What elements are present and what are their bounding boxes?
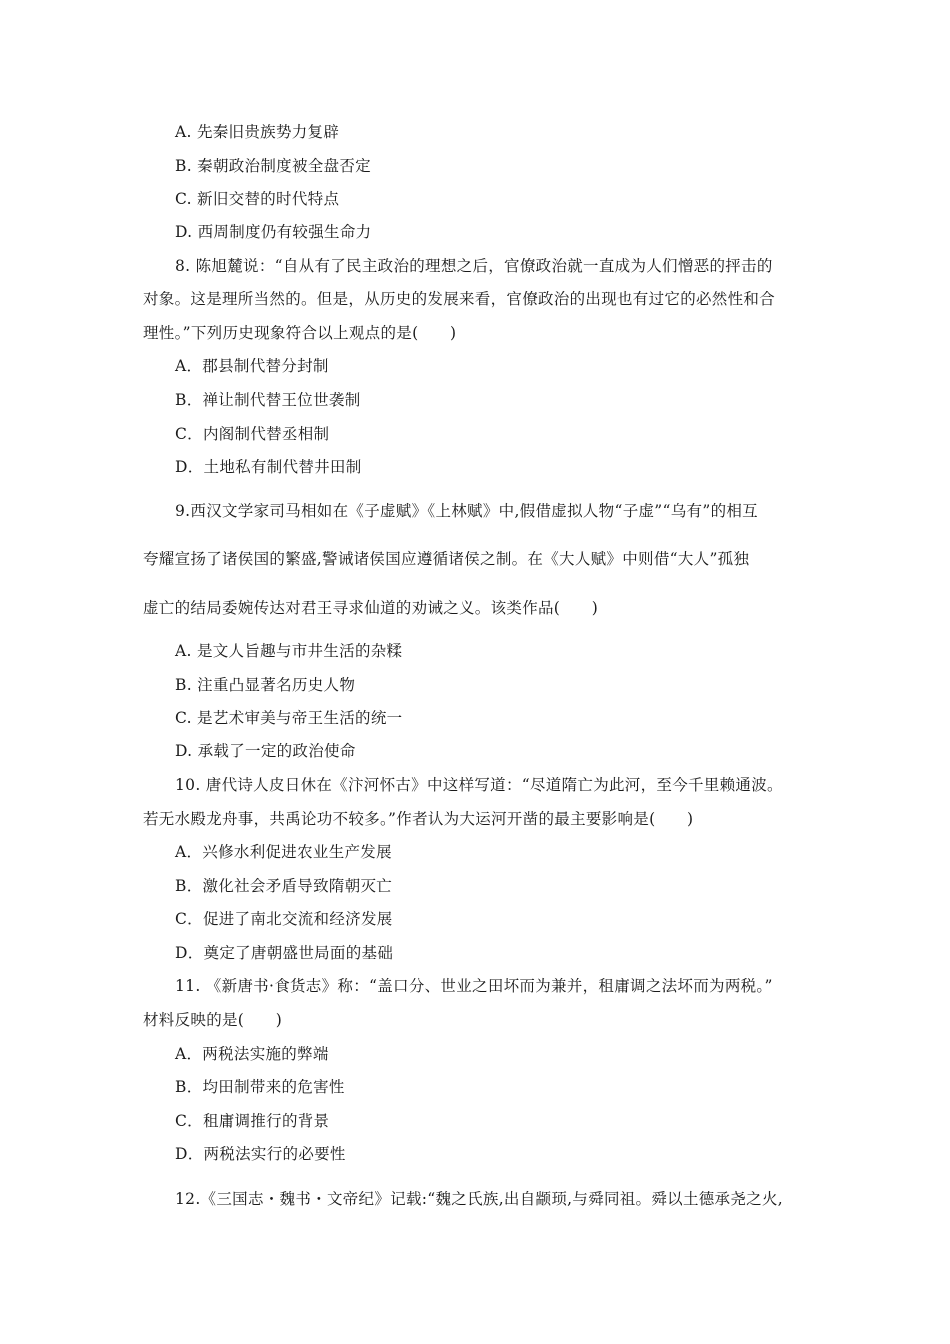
q11-option-b: B．均田制带来的危害性 [175,1078,345,1096]
q11-option-a: A．两税法实施的弊端 [175,1045,329,1063]
q8-option-c: C．内阁制代替丞相制 [175,425,330,443]
q10-option-a: A．兴修水利促进农业生产发展 [175,843,392,861]
q7-option-a: A. 先秦旧贵族势力复辟 [175,123,340,141]
q10-option-b: B．激化社会矛盾导致隋朝灭亡 [175,877,393,895]
q9-option-b: B. 注重凸显著名历史人物 [175,676,356,694]
q12-stem-line: 12.《三国志・魏书・文帝纪》记载:“魏之氏族,出自颛顼,与舜同祖。舜以土德承尧之火, [175,1190,783,1208]
q7-option-b: B. 秦朝政治制度被全盘否定 [175,157,371,175]
q10-option-c: C．促进了南北交流和经济发展 [175,910,393,928]
q8-option-d: D．土地私有制代替井田制 [175,458,362,476]
q8-stem-line: 对象。这是理所当然的。但是，从历史的发展来看，官僚政治的出现也有过它的必然性和合 [143,290,776,308]
q9-stem-line: 9.西汉文学家司马相如在《子虚赋》《上林赋》中,假借虚拟人物“子虚”“乌有”的相互 [175,502,758,520]
q8-stem-line: 8. 陈旭麓说：“自从有了民主政治的理想之后，官僚政治就一直成为人们憎恶的抨击的 [175,257,773,275]
q10-option-d: D．奠定了唐朝盛世局面的基础 [175,944,394,962]
q8-option-b: B．禅让制代替王位世袭制 [175,391,361,409]
q9-stem-line: 夸耀宣扬了诸侯国的繁盛,警诫诸侯国应遵循诸侯之制。在《大人赋》中则借“大人”孤独 [143,550,750,568]
q7-option-d: D. 西周制度仍有较强生命力 [175,223,372,241]
q10-stem-line: 10. 唐代诗人皮日休在《汴河怀古》中这样写道：“尽道隋亡为此河，至今千里赖通波。 [175,776,783,794]
q9-stem-line: 虚亡的结局委婉传达对君王寻求仙道的劝诫之义。该类作品( ) [143,599,599,617]
q11-option-d: D．两税法实行的必要性 [175,1145,346,1163]
q11-stem-line: 11. 《新唐书·食货志》称：“盖口分、世业之田坏而为兼并，租庸调之法坏而为两税。” [175,977,773,995]
q10-stem-line: 若无水殿龙舟事，共禹论功不较多。”作者认为大运河开凿的最主要影响是( ) [143,810,694,828]
q9-option-d: D. 承载了一定的政治使命 [175,742,356,760]
q11-option-c: C．租庸调推行的背景 [175,1112,330,1130]
q7-option-c: C. 新旧交替的时代特点 [175,190,340,208]
q9-option-c: C. 是艺术审美与帝王生活的统一 [175,709,403,727]
q8-stem-line: 理性。”下列历史现象符合以上观点的是( ) [143,324,457,342]
q8-option-a: A．郡县制代替分封制 [175,357,329,375]
q11-stem-line: 材料反映的是( ) [143,1011,283,1029]
q9-option-a: A. 是文人旨趣与市井生活的杂糅 [175,642,403,660]
